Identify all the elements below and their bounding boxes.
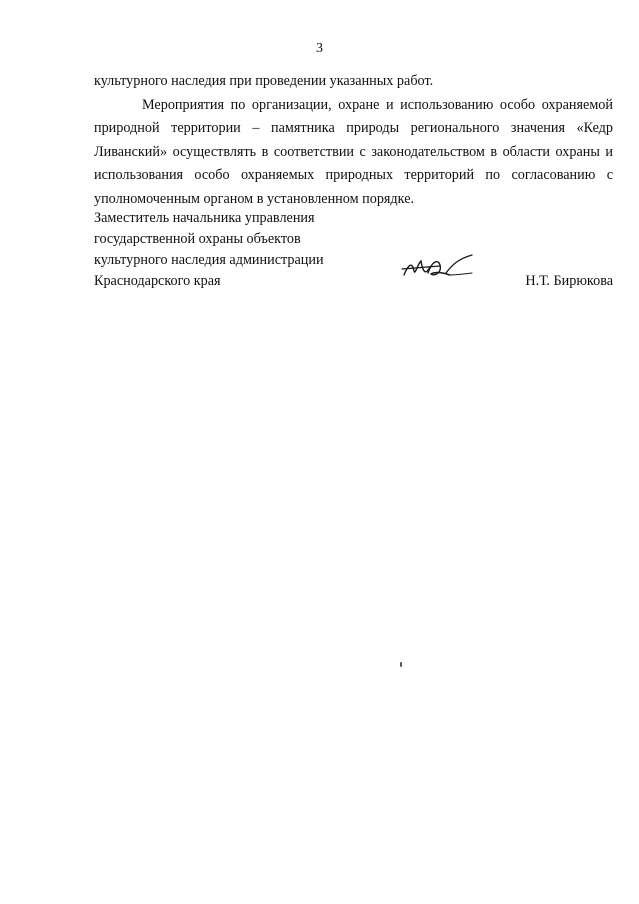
signer-position-line: Заместитель начальника управления (94, 210, 315, 226)
signer-position-line: культурного наследия администрации (94, 252, 324, 268)
signature-block (94, 208, 613, 288)
page-number: 3 (316, 41, 323, 56)
paragraph-continuation: культурного наследия при проведении указанных работ. (94, 73, 434, 89)
body-text (94, 70, 613, 211)
handwritten-signature (400, 251, 476, 281)
scan-speck (400, 662, 402, 667)
signer-name: Н.Т. Бирюкова (525, 273, 613, 289)
signer-position (94, 208, 394, 292)
signer-position-line: Краснодарского края (94, 273, 221, 289)
signer-position-line: государственной охраны объектов (94, 231, 301, 247)
paragraph-protected-territory: Мероприятия по организации, охране и использованию особо охраняемой природной территории – памятника природы регионального значения «Кедр Ливанский» осуществлять в соответствии с законодательством в области охраны и использования особо охраняемых природных территорий по согласованию с уполномоченным органом в установленном порядке. (94, 96, 613, 207)
